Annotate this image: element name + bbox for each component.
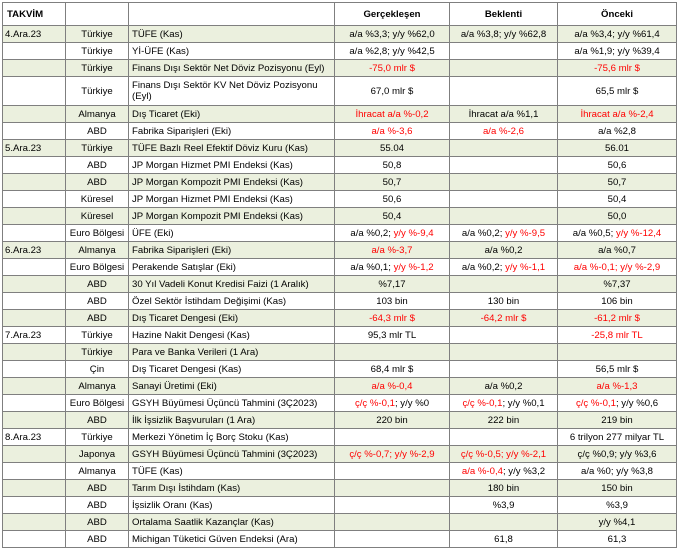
row-country: Almanya: [66, 378, 129, 395]
value-segment: a/a %-1,3: [596, 380, 638, 392]
row-date: [3, 191, 66, 208]
row-indicator: TÜFE Bazlı Reel Efektif Döviz Kuru (Kas): [129, 140, 335, 157]
value-segment: a/a %3,3; y/y %62,0: [349, 28, 435, 40]
value-segment: %7,37: [603, 278, 631, 290]
calendar-table-container: [2, 2, 676, 548]
value-segment: a/a %-2,6: [482, 125, 525, 137]
table-row: [3, 157, 677, 174]
value-segment: 50,8: [382, 159, 402, 171]
row-indicator: ÜFE (Eki): [129, 225, 335, 242]
table-row: [3, 327, 677, 344]
row-expected: [450, 123, 558, 140]
row-indicator: JP Morgan Kompozit PMI Endeksi (Kas): [129, 208, 335, 225]
row-country: ABD: [66, 531, 129, 548]
table-row: [3, 310, 677, 327]
row-date: [3, 106, 66, 123]
value-segment: a/a %-0,4: [371, 380, 413, 392]
row-actual: [335, 378, 450, 395]
row-indicator: TÜFE (Kas): [129, 26, 335, 43]
value-segment: a/a %2,8: [598, 125, 636, 137]
table-row: [3, 259, 677, 276]
value-segment: a/a %-0,1; y/y %-2,9: [573, 261, 661, 273]
row-previous: [558, 310, 677, 327]
row-country: ABD: [66, 480, 129, 497]
row-previous: [558, 225, 677, 242]
row-date: [3, 60, 66, 77]
row-previous: [558, 531, 677, 548]
row-previous: [558, 43, 677, 60]
table-row: [3, 140, 677, 157]
row-indicator: İşsizlik Oranı (Kas): [129, 497, 335, 514]
row-expected: [450, 208, 558, 225]
table-row: [3, 208, 677, 225]
value-segment: 150 bin: [601, 482, 633, 494]
row-actual: [335, 77, 450, 106]
table-row: [3, 361, 677, 378]
row-date: 7.Ara.23: [3, 327, 66, 344]
row-previous: [558, 361, 677, 378]
row-actual: [335, 310, 450, 327]
value-segment: a/a %0; y/y %3,8: [581, 465, 653, 477]
header-expected: Beklenti: [450, 3, 558, 26]
row-previous: [558, 106, 677, 123]
value-segment: %3,9: [492, 499, 515, 511]
row-previous: [558, 123, 677, 140]
value-segment: 61,3: [607, 533, 627, 545]
value-segment: a/a %0,2;: [461, 261, 506, 273]
value-segment: y/y %4,1: [598, 516, 636, 528]
row-actual: [335, 191, 450, 208]
value-segment: 50,4: [607, 193, 627, 205]
row-country: Almanya: [66, 242, 129, 259]
row-country: Türkiye: [66, 43, 129, 60]
value-segment: 50,7: [607, 176, 627, 188]
table-row: [3, 378, 677, 395]
row-previous: [558, 140, 677, 157]
row-previous: [558, 242, 677, 259]
row-actual: [335, 276, 450, 293]
row-date: [3, 123, 66, 140]
value-segment: 130 bin: [487, 295, 520, 307]
row-indicator: Merkezi Yönetim İç Borç Stoku (Kas): [129, 429, 335, 446]
value-segment: 56.01: [604, 142, 629, 154]
row-country: ABD: [66, 293, 129, 310]
row-indicator: JP Morgan Hizmet PMI Endeksi (Kas): [129, 157, 335, 174]
row-expected: [450, 43, 558, 60]
table-row: [3, 497, 677, 514]
row-indicator: Finans Dışı Sektör Net Döviz Pozisyonu (Eyl): [129, 60, 335, 77]
row-previous: [558, 480, 677, 497]
value-segment: a/a %0,7: [598, 244, 636, 256]
table-row: [3, 395, 677, 412]
value-segment: ; y/y %0,6: [615, 397, 659, 409]
value-segment: a/a %-3,6: [371, 125, 413, 137]
row-country: ABD: [66, 157, 129, 174]
row-date: [3, 208, 66, 225]
table-row: [3, 242, 677, 259]
row-country: Küresel: [66, 208, 129, 225]
row-expected: [450, 293, 558, 310]
value-segment: 55.04: [379, 142, 404, 154]
table-row: [3, 446, 677, 463]
value-segment: %3,9: [606, 499, 628, 511]
row-indicator: Ortalama Saatlik Kazançlar (Kas): [129, 514, 335, 531]
row-previous: [558, 191, 677, 208]
row-country: Çin: [66, 361, 129, 378]
row-indicator: İlk İşsizlik Başvuruları (1 Ara): [129, 412, 335, 429]
table-row: [3, 225, 677, 242]
row-expected: [450, 378, 558, 395]
value-segment: y/y %-1,2: [393, 261, 434, 273]
table-row: [3, 531, 677, 548]
row-date: 4.Ara.23: [3, 26, 66, 43]
calendar-rows: [3, 26, 677, 548]
value-segment: -64,3 mlr $: [369, 312, 415, 324]
table-row: [3, 344, 677, 361]
header-date: TAKVİM: [3, 3, 66, 26]
value-segment: y/y %-9,5: [505, 227, 546, 239]
row-previous: [558, 514, 677, 531]
value-segment: 220 bin: [376, 414, 408, 426]
value-segment: 67,0 mlr $: [370, 85, 414, 97]
value-segment: 50,7: [382, 176, 402, 188]
row-actual: [335, 514, 450, 531]
value-segment: a/a %3,4; y/y %61,4: [574, 28, 660, 40]
value-segment: a/a %1,9; y/y %39,4: [574, 45, 660, 57]
header-indicator: [129, 3, 335, 26]
row-actual: [335, 446, 450, 463]
row-expected: [450, 174, 558, 191]
value-segment: 50,0: [607, 210, 627, 222]
row-indicator: GSYH Büyümesi Üçüncü Tahmini (3Ç2023): [129, 395, 335, 412]
row-previous: [558, 208, 677, 225]
row-indicator: TÜFE (Kas): [129, 463, 335, 480]
row-previous: [558, 259, 677, 276]
value-segment: a/a %0,2;: [350, 227, 394, 239]
row-date: [3, 531, 66, 548]
value-segment: y/y %-12,4: [615, 227, 662, 239]
row-expected: [450, 26, 558, 43]
row-expected: [450, 259, 558, 276]
row-date: 6.Ara.23: [3, 242, 66, 259]
value-segment: -64,2 mlr $: [480, 312, 527, 324]
row-actual: [335, 463, 450, 480]
value-segment: 50,6: [382, 193, 402, 205]
table-row: [3, 429, 677, 446]
row-indicator: Dış Ticaret Dengesi (Eki): [129, 310, 335, 327]
row-actual: [335, 225, 450, 242]
row-expected: [450, 310, 558, 327]
row-date: [3, 361, 66, 378]
row-expected: [450, 140, 558, 157]
value-segment: 68,4 mlr $: [370, 363, 414, 375]
row-expected: [450, 157, 558, 174]
row-country: Türkiye: [66, 140, 129, 157]
table-row: [3, 26, 677, 43]
table-row: [3, 191, 677, 208]
value-segment: 61,8: [494, 533, 513, 545]
row-country: ABD: [66, 123, 129, 140]
row-expected: [450, 225, 558, 242]
row-indicator: JP Morgan Kompozit PMI Endeksi (Kas): [129, 174, 335, 191]
row-date: [3, 157, 66, 174]
row-date: [3, 480, 66, 497]
row-actual: [335, 293, 450, 310]
row-country: Türkiye: [66, 327, 129, 344]
table-row: [3, 293, 677, 310]
row-country: Türkiye: [66, 60, 129, 77]
row-indicator: 30 Yıl Vadeli Konut Kredisi Faizi (1 Aralık): [129, 276, 335, 293]
row-expected: [450, 395, 558, 412]
row-expected: [450, 531, 558, 548]
row-expected: [450, 327, 558, 344]
row-actual: [335, 208, 450, 225]
row-expected: [450, 344, 558, 361]
row-actual: [335, 26, 450, 43]
row-previous: [558, 77, 677, 106]
row-country: Euro Bölgesi: [66, 225, 129, 242]
row-indicator: Hazine Nakit Dengesi (Kas): [129, 327, 335, 344]
value-segment: a/a %3,8; y/y %62,8: [460, 28, 547, 40]
value-segment: ; y/y %0: [394, 397, 430, 409]
row-indicator: Sanayi Üretimi (Eki): [129, 378, 335, 395]
value-segment: a/a %0,2: [484, 380, 523, 392]
value-segment: a/a %0,2;: [461, 227, 506, 239]
row-actual: [335, 429, 450, 446]
table-row: [3, 43, 677, 60]
row-expected: [450, 412, 558, 429]
row-actual: [335, 259, 450, 276]
table-row: [3, 174, 677, 191]
value-segment: 222 bin: [487, 414, 520, 426]
row-expected: [450, 106, 558, 123]
row-date: [3, 174, 66, 191]
row-date: [3, 514, 66, 531]
row-actual: [335, 157, 450, 174]
value-segment: 103 bin: [376, 295, 408, 307]
row-expected: [450, 77, 558, 106]
table-row: [3, 480, 677, 497]
value-segment: a/a %2,8; y/y %42,5: [349, 45, 435, 57]
value-segment: ç/ç %-0,7; y/y %-2,9: [349, 448, 435, 460]
table-row: [3, 276, 677, 293]
value-segment: ç/ç %-0,1: [462, 397, 503, 409]
row-expected: [450, 191, 558, 208]
value-segment: a/a %0,1;: [350, 261, 394, 273]
row-country: Japonya: [66, 446, 129, 463]
value-segment: -61,2 mlr $: [594, 312, 640, 324]
value-segment: %7,17: [378, 278, 406, 290]
row-previous: [558, 174, 677, 191]
value-segment: -75,6 mlr $: [594, 62, 640, 74]
row-country: Türkiye: [66, 77, 129, 106]
row-indicator: Dış Ticaret (Eki): [129, 106, 335, 123]
row-indicator: Perakende Satışlar (Eki): [129, 259, 335, 276]
value-segment: İhracat a/a %1,1: [468, 108, 539, 120]
table-row: [3, 123, 677, 140]
row-actual: [335, 361, 450, 378]
row-actual: [335, 497, 450, 514]
row-expected: [450, 276, 558, 293]
value-segment: y/y %-9,4: [393, 227, 434, 239]
row-date: [3, 259, 66, 276]
row-previous: [558, 276, 677, 293]
row-country: Türkiye: [66, 26, 129, 43]
row-previous: [558, 26, 677, 43]
row-expected: [450, 361, 558, 378]
row-previous: [558, 157, 677, 174]
value-segment: 6 trilyon 277 milyar TL: [569, 431, 665, 443]
row-indicator: Fabrika Siparişleri (Eki): [129, 123, 335, 140]
row-country: ABD: [66, 276, 129, 293]
row-actual: [335, 174, 450, 191]
value-segment: ; y/y %3,2: [502, 465, 546, 477]
row-date: [3, 293, 66, 310]
row-date: [3, 276, 66, 293]
value-segment: 50,4: [382, 210, 402, 222]
row-previous: [558, 293, 677, 310]
value-segment: a/a %0,2: [484, 244, 523, 256]
value-segment: ; y/y %0,1: [502, 397, 545, 409]
value-segment: 56,5 mlr $: [595, 363, 639, 375]
value-segment: a/a %-0,4: [461, 465, 503, 477]
row-indicator: Michigan Tüketici Güven Endeksi (Ara): [129, 531, 335, 548]
row-country: ABD: [66, 310, 129, 327]
row-country: Küresel: [66, 191, 129, 208]
table-row: [3, 412, 677, 429]
row-previous: [558, 429, 677, 446]
row-country: ABD: [66, 514, 129, 531]
value-segment: 219 bin: [601, 414, 633, 426]
value-segment: -75,0 mlr $: [369, 62, 415, 74]
table-row: [3, 77, 677, 106]
row-actual: [335, 412, 450, 429]
row-indicator: Dış Ticaret Dengesi (Kas): [129, 361, 335, 378]
row-date: [3, 497, 66, 514]
row-date: [3, 344, 66, 361]
row-actual: [335, 531, 450, 548]
value-segment: a/a %0,5;: [572, 227, 616, 239]
row-date: [3, 395, 66, 412]
row-date: [3, 378, 66, 395]
row-indicator: Para ve Banka Verileri (1 Ara): [129, 344, 335, 361]
row-indicator: Fabrika Siparişleri (Eki): [129, 242, 335, 259]
value-segment: İhracat a/a %-2,4: [580, 108, 654, 120]
row-expected: [450, 242, 558, 259]
row-expected: [450, 497, 558, 514]
row-date: [3, 310, 66, 327]
header-actual: Gerçekleşen: [335, 3, 450, 26]
row-actual: [335, 106, 450, 123]
row-country: Euro Bölgesi: [66, 395, 129, 412]
value-segment: -25,8 mlr TL: [591, 329, 643, 341]
value-segment: İhracat a/a %-0,2: [355, 108, 429, 120]
row-actual: [335, 395, 450, 412]
row-expected: [450, 514, 558, 531]
row-country: ABD: [66, 497, 129, 514]
value-segment: a/a %-3,7: [371, 244, 413, 256]
row-expected: [450, 480, 558, 497]
value-segment: ç/ç %0,9; y/y %3,6: [577, 448, 657, 460]
row-country: Euro Bölgesi: [66, 259, 129, 276]
economic-calendar-table: [2, 2, 677, 548]
row-previous: [558, 344, 677, 361]
row-date: [3, 77, 66, 106]
value-segment: 50,6: [607, 159, 627, 171]
row-expected: [450, 463, 558, 480]
value-segment: 180 bin: [487, 482, 520, 494]
row-expected: [450, 446, 558, 463]
header-country: [66, 3, 129, 26]
value-segment: ç/ç %-0,1: [575, 397, 616, 409]
row-country: Türkiye: [66, 344, 129, 361]
row-indicator: GSYH Büyümesi Üçüncü Tahmini (3Ç2023): [129, 446, 335, 463]
row-actual: [335, 140, 450, 157]
row-date: [3, 412, 66, 429]
value-segment: ç/ç %-0,1: [354, 397, 395, 409]
value-segment: y/y %-1,1: [505, 261, 546, 273]
row-date: [3, 463, 66, 480]
table-row: [3, 463, 677, 480]
row-actual: [335, 43, 450, 60]
value-segment: ç/ç %-0,5; y/y %-2,1: [460, 448, 547, 460]
row-previous: [558, 463, 677, 480]
row-actual: [335, 123, 450, 140]
row-expected: [450, 60, 558, 77]
row-indicator: JP Morgan Hizmet PMI Endeksi (Kas): [129, 191, 335, 208]
row-actual: [335, 327, 450, 344]
row-previous: [558, 378, 677, 395]
table-row: [3, 60, 677, 77]
row-country: ABD: [66, 412, 129, 429]
row-actual: [335, 480, 450, 497]
row-country: Almanya: [66, 106, 129, 123]
table-row: [3, 106, 677, 123]
row-actual: [335, 60, 450, 77]
row-previous: [558, 412, 677, 429]
row-country: Türkiye: [66, 429, 129, 446]
row-date: 5.Ara.23: [3, 140, 66, 157]
row-previous: [558, 60, 677, 77]
row-previous: [558, 497, 677, 514]
row-date: 8.Ara.23: [3, 429, 66, 446]
header-row: [3, 3, 677, 26]
row-country: Almanya: [66, 463, 129, 480]
row-date: [3, 43, 66, 60]
row-country: ABD: [66, 174, 129, 191]
row-previous: [558, 395, 677, 412]
row-date: [3, 225, 66, 242]
row-indicator: Özel Sektör İstihdam Değişimi (Kas): [129, 293, 335, 310]
row-previous: [558, 327, 677, 344]
row-previous: [558, 446, 677, 463]
header-previous: Önceki: [558, 3, 677, 26]
row-actual: [335, 242, 450, 259]
row-indicator: Tarım Dışı İstihdam (Kas): [129, 480, 335, 497]
row-date: [3, 446, 66, 463]
table-row: [3, 514, 677, 531]
value-segment: 106 bin: [601, 295, 633, 307]
row-actual: [335, 344, 450, 361]
value-segment: 95,3 mlr TL: [367, 329, 417, 341]
row-indicator: Yİ-ÜFE (Kas): [129, 43, 335, 60]
value-segment: 65,5 mlr $: [595, 85, 639, 97]
row-expected: [450, 429, 558, 446]
row-indicator: Finans Dışı Sektör KV Net Döviz Pozisyonu (Eyl): [129, 77, 335, 106]
